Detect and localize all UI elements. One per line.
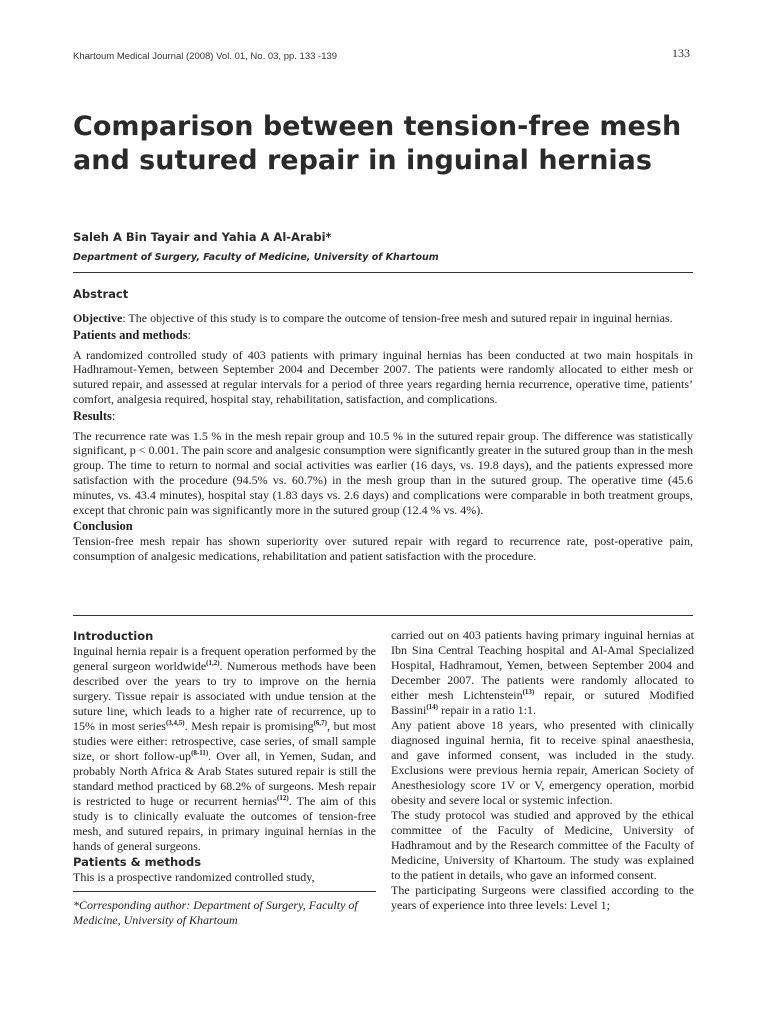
affiliation: Department of Surgery, Faculty of Medicine, University of Khartoum: [73, 252, 439, 263]
citation-ref: (1,2): [206, 659, 220, 667]
introduction-heading: Introduction: [73, 629, 154, 643]
article-title: Comparison between tension-free mesh and sutured repair in inguinal hernias: [73, 111, 682, 176]
citation-ref: (12): [277, 794, 289, 802]
methods-colon: :: [187, 327, 192, 342]
inclusion-criteria-text: Any patient above 18 years, who presented with clinically diagnosed inguinal hernia, fit to receive spinal anaesthesia, and gave informed consent, was included in the study. Exclusions were previous hernia repair, American Society of Anesthesiology score 1V or V, emergency operation, morbid obesity and severe local or systemic infection.: [391, 718, 694, 807]
corresponding-author-footnote: *Corresponding author: Department of Surgery, Faculty of Medicine, University of Khartoum: [73, 898, 358, 927]
intro-part: . Numerous methods have been described over the years to try to improve on the hernia surgery. Tissue repair is associated with undue tension at the suture line, which leads to a higher rate of recurrence, up to 15% in most series: [73, 659, 376, 733]
methods-part: carried out on 403 patients having primary inguinal hernias at Ibn Sina Central Teaching hospital and Al-Amal Specialized Hospital, Hadhramout, Yemen, between September 2004 and December 2007. The patients were randomly allocated to either mesh Lichtenstein: [391, 628, 694, 702]
authors: Saleh A Bin Tayair and Yahia A Al-Arabi*: [73, 230, 332, 244]
abstract: [73, 311, 693, 564]
left-column: [73, 628, 376, 928]
methods-continued-text: [391, 628, 694, 718]
methods-label: Patients and methods: [73, 327, 188, 342]
citation-ref: (13): [522, 688, 535, 696]
intro-part: , but most studies were either: retrospective, case series, of small sample size, or short follow-up: [73, 719, 376, 763]
ethics-text: The study protocol was studied and approved by the ethical committee of the Faculty of Medicine, University of Hadhramout and by the Research committee of the Faculty of Medicine, University of Khartoum. The study was explained to the patient in details, who gave an informed consent.: [391, 808, 694, 882]
abstract-heading: Abstract: [73, 287, 129, 301]
intro-part: . Mesh repair is promising: [184, 719, 314, 733]
abstract-divider: [73, 615, 693, 616]
objective-text: : The objective of this study is to compare the outcome of tension-free mesh and sutured repair in inguinal hernias.: [122, 311, 673, 325]
intro-part: . Over all, in Yemen, Sudan, and probably North Africa & Arab States sutured repair is still the standard method practiced by 68.2% of surgeons. Mesh repair is restricted to huge or recurrent hernias: [73, 749, 376, 808]
intro-part: Inguinal hernia repair is a frequent operation performed by the general surgeon worldwide: [73, 644, 376, 673]
intro-part: . The aim of this study is to clinically evaluate the outcomes of tension-free mesh, and sutured repairs, in primary inguinal hernias in the hands of general surgeons.: [73, 794, 376, 853]
citation-ref: (6,7): [313, 719, 328, 727]
abstract-objective: [73, 311, 693, 326]
header-divider: [73, 272, 693, 273]
right-column: [391, 628, 694, 913]
introduction-text: [73, 644, 376, 854]
citation-ref: (8-11): [191, 749, 209, 757]
page-number: 133: [672, 46, 690, 60]
conclusion-text: Tension-free mesh repair has shown superiority over sutured repair with regard to recurrence rate, post-operative pain, consumption of analgesic medications, rehabilitation and patient satisfaction with the procedure.: [73, 534, 693, 563]
objective-label: Objective: [73, 311, 123, 325]
results-colon: :: [111, 408, 116, 423]
results-text: The recurrence rate was 1.5 % in the mesh repair group and 10.5 % in the sutured repair group. The difference was statistically significant, p < 0.001. The pain score and analgesic consumption were significantly greater in the sutured group than in the mesh group. The time to return to normal and social activities was earlier (16 days, vs. 19.8 days), and the patients expressed more satisfaction with the procedure (94.5% vs. 60.7%) in the mesh group than in the sutured group. The operative time (45.6 minutes, vs. 43.4 minutes), hospital stay (1.83 days vs. 2.6 days) and complications were comparable in both treatment groups, except that chronic pain was significantly more in the sutured group (12.4 % vs. 4%).: [73, 428, 693, 517]
results-label-line: [73, 409, 693, 424]
methods-part: repair, or sutured Modified Bassini: [391, 688, 694, 717]
citation-ref: (3,4,5): [165, 719, 185, 727]
journal-citation: Khartoum Medical Journal (2008) Vol. 01, No. 03, pp. 133 -139: [73, 51, 338, 62]
methods-start-text: This is a prospective randomized controlled study,: [73, 870, 315, 884]
methods-label-line: [73, 328, 693, 343]
methods-heading: Patients & methods: [73, 855, 202, 869]
footnote-divider: [73, 891, 376, 892]
surgeons-text: The participating Surgeons were classified according to the years of experience into three levels: Level 1;: [391, 883, 694, 912]
results-label: Results: [73, 408, 112, 423]
conclusion-label: Conclusion: [73, 519, 133, 534]
methods-text: A randomized controlled study of 403 patients with primary inguinal hernias has been conducted at two main hospitals in Hadhramout-Yemen, between September 2004 and December 2007. The patients were randomly allocated to either mesh or sutured repair, and assessed at regular intervals for a period of three years regarding hernia recurrence, operative time, patients’ comfort, analgesia required, hospital stay, rehabilitation, satisfaction, and complications.: [73, 347, 693, 406]
methods-part: repair in a ratio 1:1.: [438, 703, 536, 717]
citation-ref: (14): [426, 703, 439, 711]
